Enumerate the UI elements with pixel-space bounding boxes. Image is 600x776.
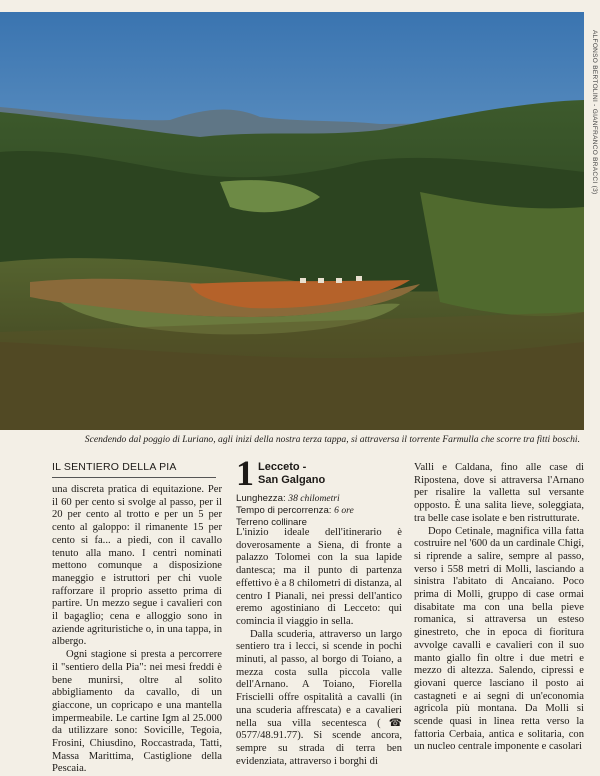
column3-paragraph: Dopo Cetinale, magnifica villa fatta costruire nel '600 da un cardinale Chigi, si riprende a salire, sempre al passo, verso i 558 metri di Molli, lasciando a sinistra l'abitato di Ancaiano. Poco prima di Molli, gruppo di case ormai disabitate ma con una bella pieve romanica, si attraversa un esteso ginestreto, che in epoca di fioritura avvolge cavalli e cavalieri con il suo manto giallo fin oltre i due metri e mezzo di altezza. Salendo, cipressi e giovani querce lasciano il posto ai castagneti e ai segni di un'economia agricola più montana. Da Molli si scende quasi in linea retta verso la fattoria Cerbaia, antica e solitaria, con un nucleo centrale imponente e casolari [414,525,584,753]
column2-paragraph: L'inizio ideale dell'itinerario è doverosamente a Siena, di fronte a palazzo Tolomei con la sua lapide dantesca; ma il punto di partenza effettivo è a 8 chilometri di distanza, al centro I Pianali, nei pressi dell'antico eremo agostiniano di Lecceto: qui comincia il viaggio in sella. [236,527,402,627]
stage-number: 1 [236,453,254,493]
column1-paragraph: una discreta pratica di equitazione. Per il 60 per cento si svolge al passo, per il 20 per cento al trotto e per un 5 per cento al galoppo: il rimanente 15 per cento si fa... a piedi, con il cavallo tenuto alla mano. I centri nominati mettono comunque a disposizione maneggio e istruttori per chi vuole rafforzare il proprio assetto prima di partire. Un mezzo segue i cavalieri con il bagaglio; cena e alloggio sono in aziende agrituristiche o, in una tappa, in albergo. [52,484,222,648]
landscape-photo [0,12,584,430]
column2-paragraph: Dalla scuderia, attraverso un largo sentiero tra i lecci, si scende in pochi minuti, al passo, al borgo di Toiano, a mezza costa sulla piccola valle dell'Arnano. A Toiano, Fiorella Friscielli offre ospitalità a cavalli (in una scuderia affrescata) e a cavalieri nella sua villa secentesca (☎ 0577/48.91.77). Si scende ancora, sempre su strada di terra ben evidenziata, attraverso i borghi di [236,628,402,767]
stage-box [236,453,406,529]
photo-caption: Scendendo dal poggio di Luriano, agli inizi della nostra terza tappa, si attraversa il torrente Farmulla che scorre tra fitti boschi. [84,434,580,445]
length-value: 38 chilometri [288,493,340,504]
stage-title-line2: San Galgano [258,473,326,486]
stage-time [236,505,354,517]
stage-details [236,493,354,529]
photo-credit: ALFONSO BERTOLINI - GIANFRANCO BRACCI (3) [591,30,598,195]
landscape-illustration [0,12,584,430]
length-label: Lunghezza: [236,493,286,504]
column1-paragraph: Ogni stagione si presta a percorrere il "sentiero della Pia": nei mesi freddi è bene munirsi, oltre al solito abbigliamento da cavallo, di un giaccone, un copricapo e una mantella impermeabile. Le cartine Igm al 25.000 da utilizzare sono: Sovicille, Tegoia, Frosini, Chiusdino, Roccastrada, Tatti, Massa Marittima, Castiglione della Pescaia. [52,649,222,775]
article-column-3 [414,462,584,754]
article-column-1 [52,484,222,776]
stage-title [258,461,325,486]
stage-length [236,493,354,505]
time-value: 6 ore [334,505,354,516]
time-label: Tempo di percorrenza: [236,505,332,516]
stage-terrain: Terreno collinare [236,517,307,528]
stage-title-line1: Lecceto - [258,461,307,473]
section-label: IL SENTIERO DELLA PIA [52,461,216,478]
column3-paragraph: Valli e Caldana, fino alle case di Ripostena, dove si attraversa l'Arnano per risalire la valletta sul versante opposto. È una salita lieve, soleggiata, tra belle case isolate e ben ristrutturate. [414,462,584,524]
article-column-2 [236,527,402,768]
